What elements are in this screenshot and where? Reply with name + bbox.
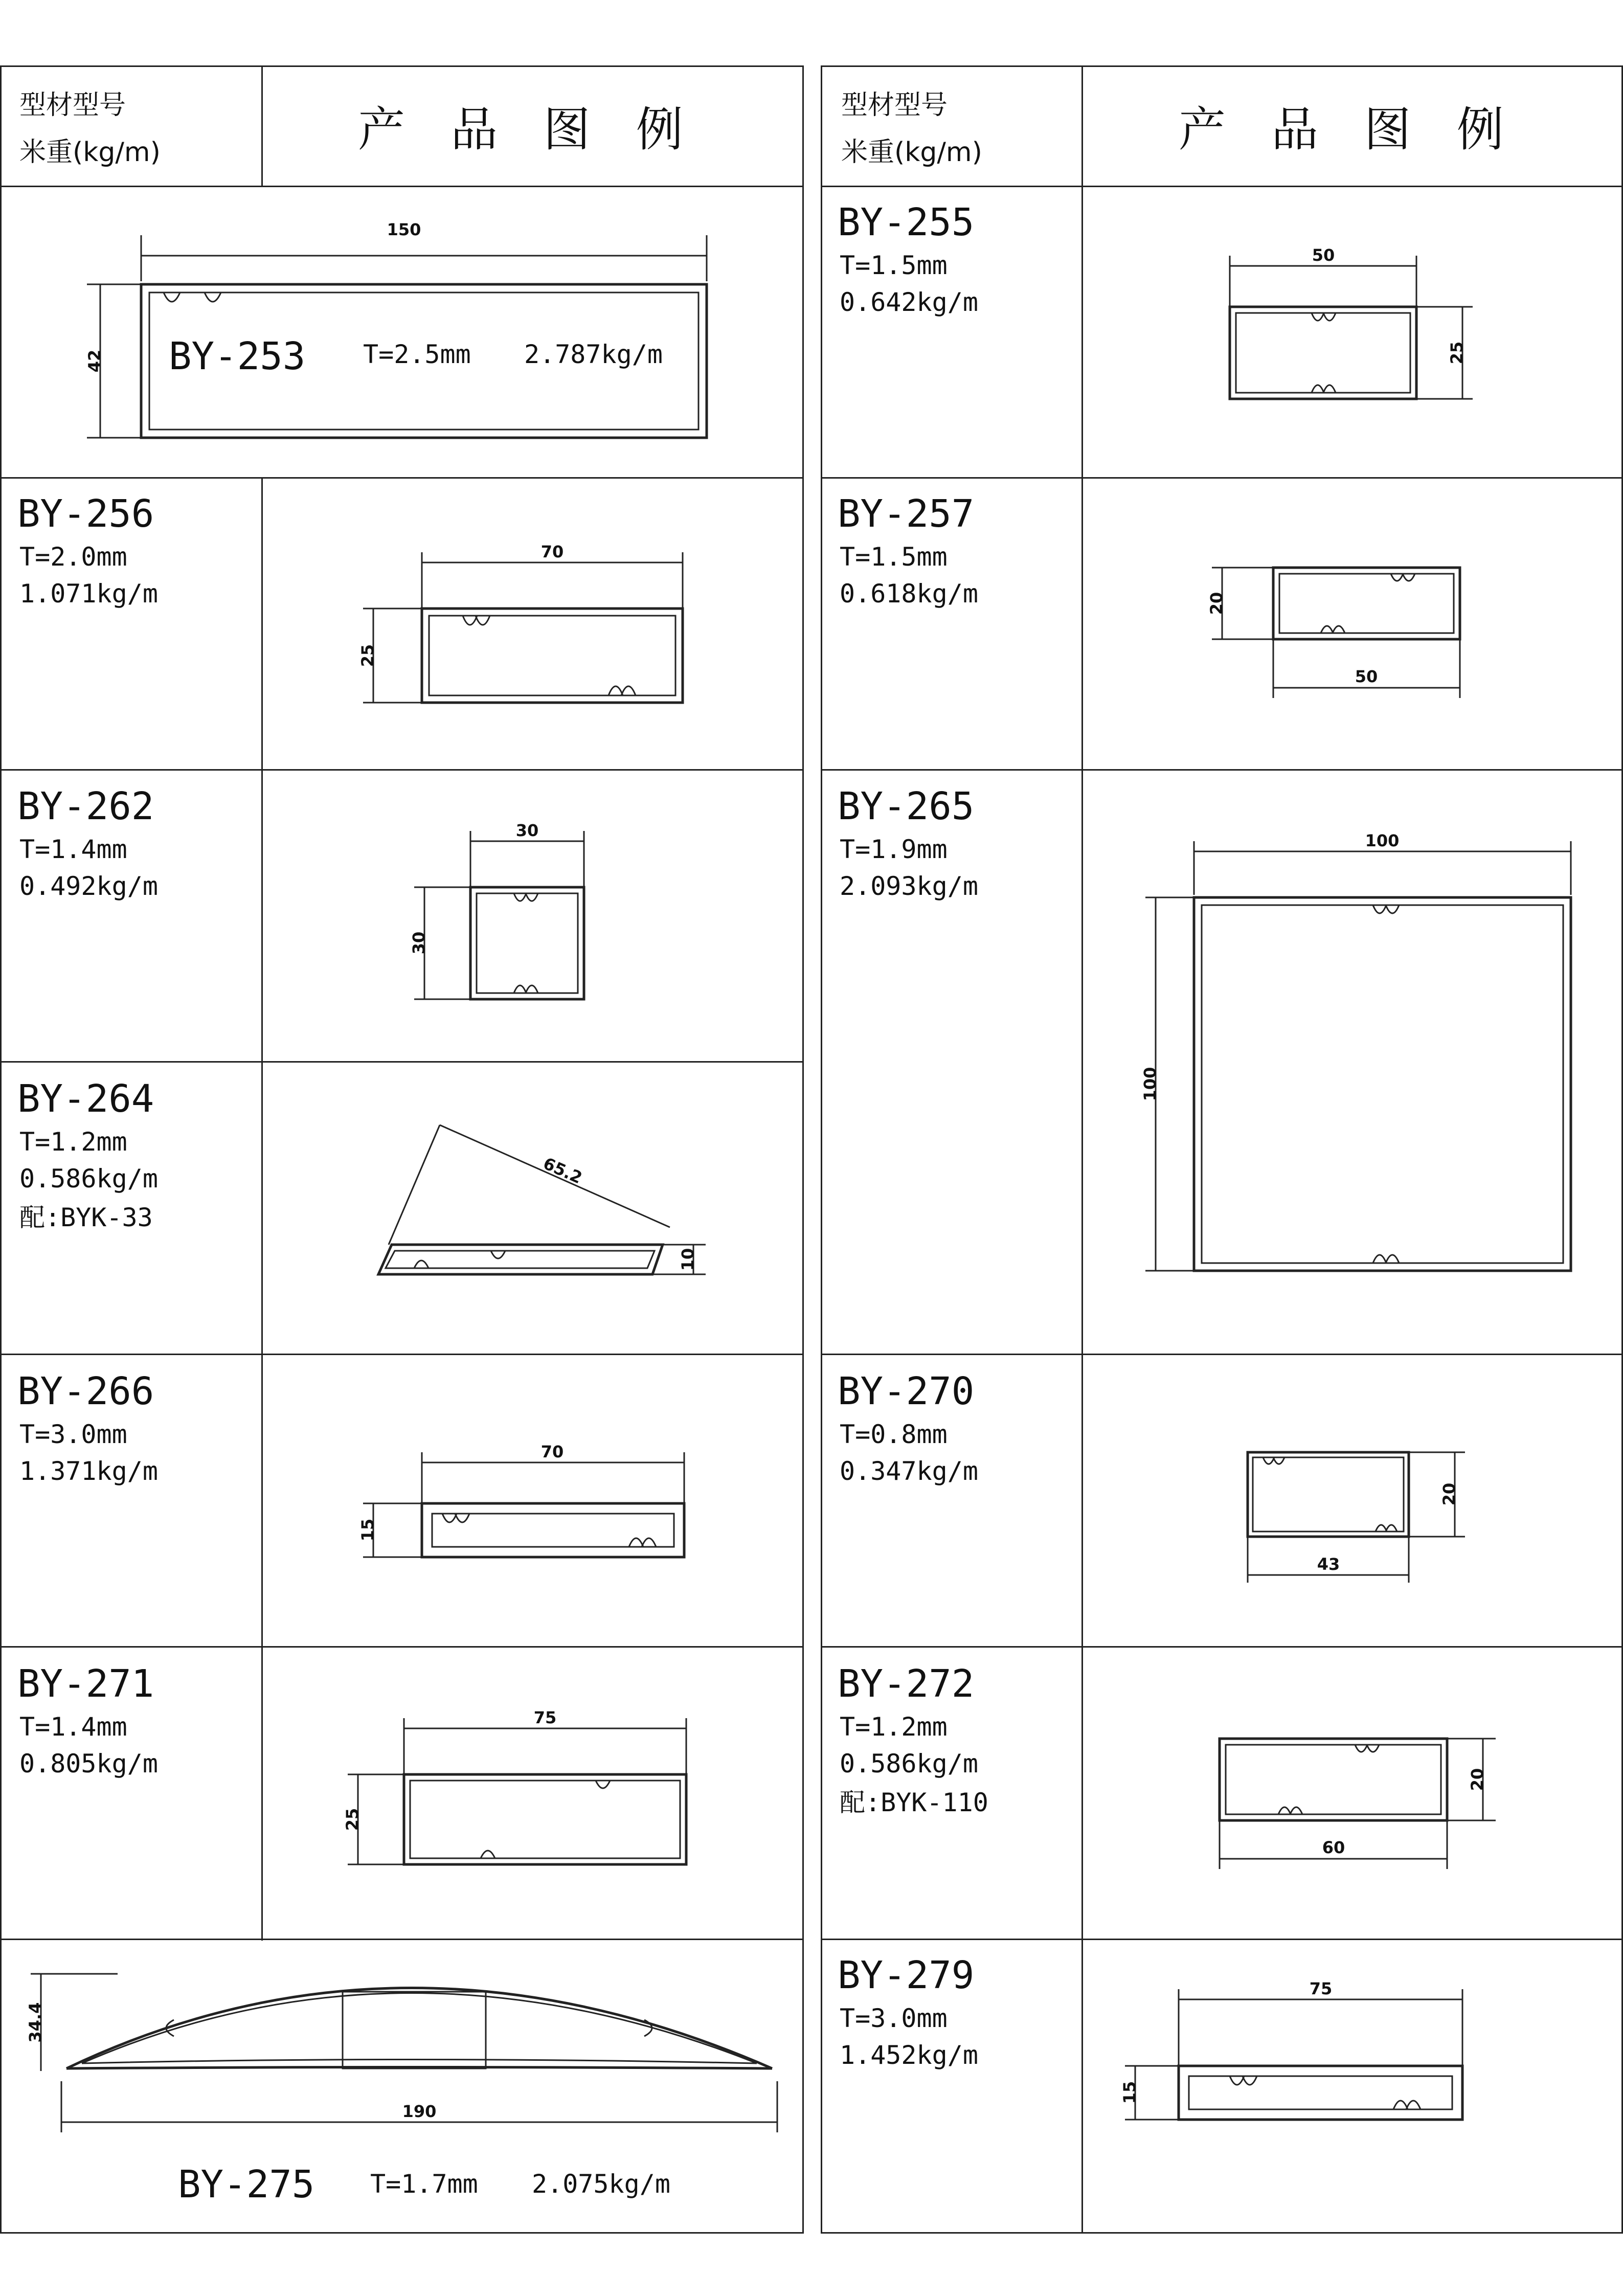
row-divider [821, 769, 1623, 771]
dim-width: 150 [387, 220, 421, 239]
row-divider [0, 1061, 804, 1063]
profile-drawing-by265 [1140, 828, 1590, 1278]
profile-thickness: T=1.7mm [370, 2169, 478, 2199]
profile-code: BY-255 [838, 200, 975, 244]
profile-weight: 0.586kg/m [840, 1749, 978, 1779]
dim-width: 100 [1365, 831, 1400, 850]
profile-drawing-by257 [1202, 557, 1478, 701]
profile-weight: 0.642kg/m [840, 287, 978, 317]
profile-thickness: T=3.0mm [19, 1420, 127, 1449]
col-divider [261, 477, 263, 1941]
header-label-weight: 米重(kg/m) [841, 137, 982, 168]
profile-code: BY-270 [838, 1369, 975, 1413]
profile-code: BY-262 [17, 784, 154, 828]
dim-height: 42 [85, 349, 104, 373]
profile-weight: 0.586kg/m [19, 1164, 158, 1194]
profile-weight: 0.618kg/m [840, 579, 978, 609]
profile-drawing-by253 [77, 215, 716, 450]
row-divider [0, 1646, 804, 1648]
dim-height: 30 [409, 931, 429, 955]
dim-width: 190 [402, 2102, 437, 2121]
profile-code: BY-264 [17, 1077, 154, 1121]
profile-drawing-by266 [353, 1437, 701, 1570]
profile-weight: 0.492kg/m [19, 871, 158, 901]
profile-weight: 2.093kg/m [840, 871, 978, 901]
row-divider [821, 186, 1623, 187]
profile-match: 配:BYK-33 [19, 1203, 153, 1232]
row-divider [0, 186, 804, 187]
dim-width: 43 [1317, 1555, 1340, 1574]
profile-thickness: T=1.4mm [19, 1712, 127, 1742]
profile-code: BY-266 [17, 1369, 154, 1413]
profile-drawing-by271 [337, 1703, 706, 1877]
profile-code: BY-256 [17, 492, 154, 536]
dim-height: 100 [1140, 1067, 1160, 1101]
profile-thickness: T=1.9mm [840, 835, 948, 864]
row-divider [0, 1939, 804, 1940]
dim-height: 25 [343, 1808, 362, 1831]
profile-code: BY-279 [838, 1953, 975, 1997]
profile-weight: 2.787kg/m [524, 340, 663, 369]
dim-height: 15 [1120, 2081, 1139, 2104]
dim-height: 20 [1439, 1482, 1459, 1506]
dim-height: 10 [678, 1248, 697, 1271]
dim-height: 34.4 [26, 2002, 45, 2043]
profile-drawing-by272 [1207, 1728, 1514, 1872]
dim-width: 70 [540, 542, 564, 561]
dim-height: 20 [1207, 592, 1226, 615]
profile-code: BY-257 [838, 492, 975, 536]
dim-width: 75 [1309, 1979, 1333, 1998]
profile-drawing-by264 [368, 1115, 716, 1289]
header-label-weight: 米重(kg/m) [19, 137, 161, 168]
row-divider [0, 477, 804, 479]
header-title: 产 品 图 例 [1179, 102, 1504, 157]
dim-width: 30 [515, 821, 539, 840]
row-divider [821, 1939, 1623, 1940]
profile-code: BY-265 [838, 784, 975, 828]
header-label-model: 型材型号 [19, 90, 126, 121]
profile-drawing-by279 [1115, 1974, 1483, 2127]
profile-weight: 1.452kg/m [840, 2040, 978, 2070]
profile-weight: 0.347kg/m [840, 1456, 978, 1486]
dim-width: 60 [1322, 1838, 1345, 1857]
profile-thickness: T=1.5mm [840, 542, 948, 572]
col-divider [1081, 65, 1083, 2234]
dim-width: 50 [1355, 667, 1378, 686]
profile-thickness: T=2.5mm [363, 340, 471, 369]
profile-code: BY-253 [169, 334, 306, 378]
dim-height: 20 [1468, 1768, 1487, 1791]
profile-thickness: T=3.0mm [840, 2004, 948, 2033]
profile-thickness: T=1.4mm [19, 835, 127, 864]
profile-thickness: T=2.0mm [19, 542, 127, 572]
profile-drawing-by255 [1212, 240, 1488, 409]
profile-code: BY-271 [17, 1662, 154, 1706]
header-divider [261, 65, 263, 186]
profile-code: BY-275 [178, 2163, 315, 2207]
dim-width: 70 [540, 1442, 564, 1461]
profile-thickness: T=1.2mm [840, 1712, 948, 1742]
row-divider [821, 477, 1623, 479]
profile-weight: 2.075kg/m [532, 2169, 670, 2199]
dim-height: 25 [1447, 341, 1467, 365]
profile-drawing-by262 [409, 818, 603, 1012]
dim-height: 25 [358, 644, 377, 667]
dim-height: 15 [358, 1518, 377, 1542]
profile-drawing-by256 [353, 542, 701, 716]
row-divider [0, 1354, 804, 1355]
header-title: 产 品 图 例 [358, 102, 683, 157]
profile-drawing-by275 [15, 1964, 793, 2137]
profile-thickness: T=1.2mm [19, 1127, 127, 1157]
profile-weight: 1.371kg/m [19, 1456, 158, 1486]
profile-thickness: T=1.5mm [840, 251, 948, 280]
profile-weight: 0.805kg/m [19, 1749, 158, 1779]
row-divider [821, 1646, 1623, 1648]
profile-thickness: T=0.8mm [840, 1420, 948, 1449]
dim-slope: 65.2 [540, 1153, 585, 1188]
profile-weight: 1.071kg/m [19, 579, 158, 609]
profile-drawing-by270 [1237, 1442, 1483, 1585]
row-divider [0, 769, 804, 771]
dim-width: 75 [533, 1708, 557, 1727]
header-label-model: 型材型号 [841, 90, 948, 121]
row-divider [821, 1354, 1623, 1355]
profile-match: 配:BYK-110 [840, 1788, 988, 1817]
profile-code: BY-272 [838, 1662, 975, 1706]
dim-width: 50 [1312, 245, 1335, 265]
